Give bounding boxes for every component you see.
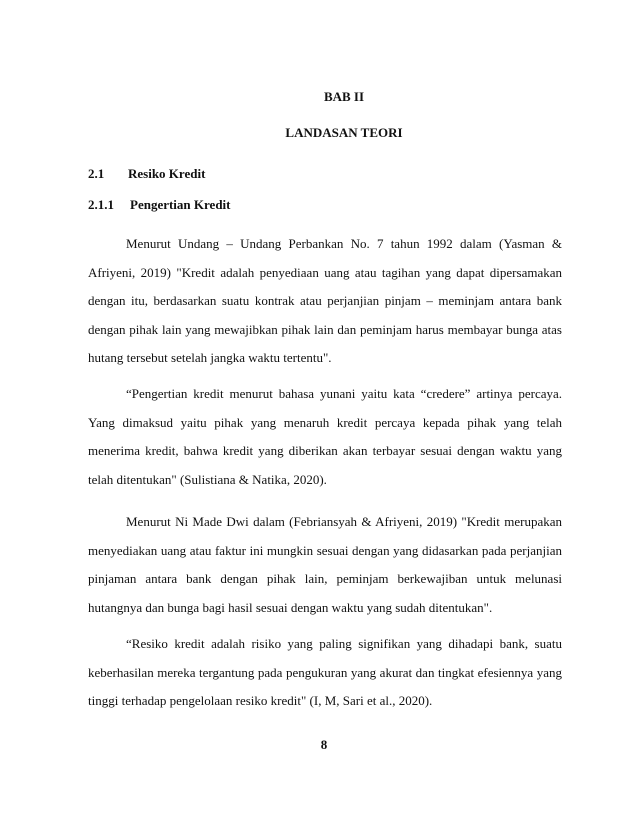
chapter-title: LANDASAN TEORI xyxy=(285,125,403,140)
subsection-heading xyxy=(88,197,231,213)
page-number: 8 xyxy=(320,737,328,752)
chapter-label: BAB II xyxy=(323,89,365,104)
paragraph: “Resiko kredit adalah risiko yang paling signifikan yang dihadapi bank, suatu keberhasilan mereka tergantung pada pengukuran yang akurat dan tingkat efesiennya yang tinggi terhadap pengelolaan resiko kredit" (I, M, Sari et al., 2020). xyxy=(88,636,562,708)
paragraph: Menurut Undang – Undang Perbankan No. 7 tahun 1992 dalam (Yasman & Afriyeni, 2019) "Kredit adalah penyediaan uang atau tagihan yang dapat dipersamakan dengan itu, berdasarkan suatu kontrak atau perjanjian pinjam – meminjam antara bank dengan pihak lain yang mewajibkan pihak lain dan peminjam harus membayar bunga atas hutang tersebut setelah jangka waktu tertentu". xyxy=(88,236,562,365)
section-heading xyxy=(88,166,205,182)
subsection-number: 2.1.1 xyxy=(88,197,114,212)
section-number: 2.1 xyxy=(88,166,105,181)
section-title: Resiko Kredit xyxy=(128,166,206,181)
paragraph: “Pengertian kredit menurut bahasa yunani yaitu kata “credere” artinya percaya. Yang dimaksud yaitu pihak yang menaruh kredit percaya kepada pihak yang telah menerima kredit, bahwa kredit yang diberikan akan terbayar sesuai dengan waktu yang telah ditentukan" (Sulistiana & Natika, 2020). xyxy=(88,386,562,487)
subsection-title: Pengertian Kredit xyxy=(130,197,231,212)
paragraph: Menurut Ni Made Dwi dalam (Febriansyah & Afriyeni, 2019) "Kredit merupakan menyediakan uang atau faktur ini mungkin sesuai dengan yang didasarkan pada perjanjian pinjaman antara bank dengan pihak lain, peminjam berkewajiban untuk melunasi hutangnya dan bunga bagi hasil sesuai dengan waktu yang sudah ditentukan". xyxy=(88,514,562,615)
